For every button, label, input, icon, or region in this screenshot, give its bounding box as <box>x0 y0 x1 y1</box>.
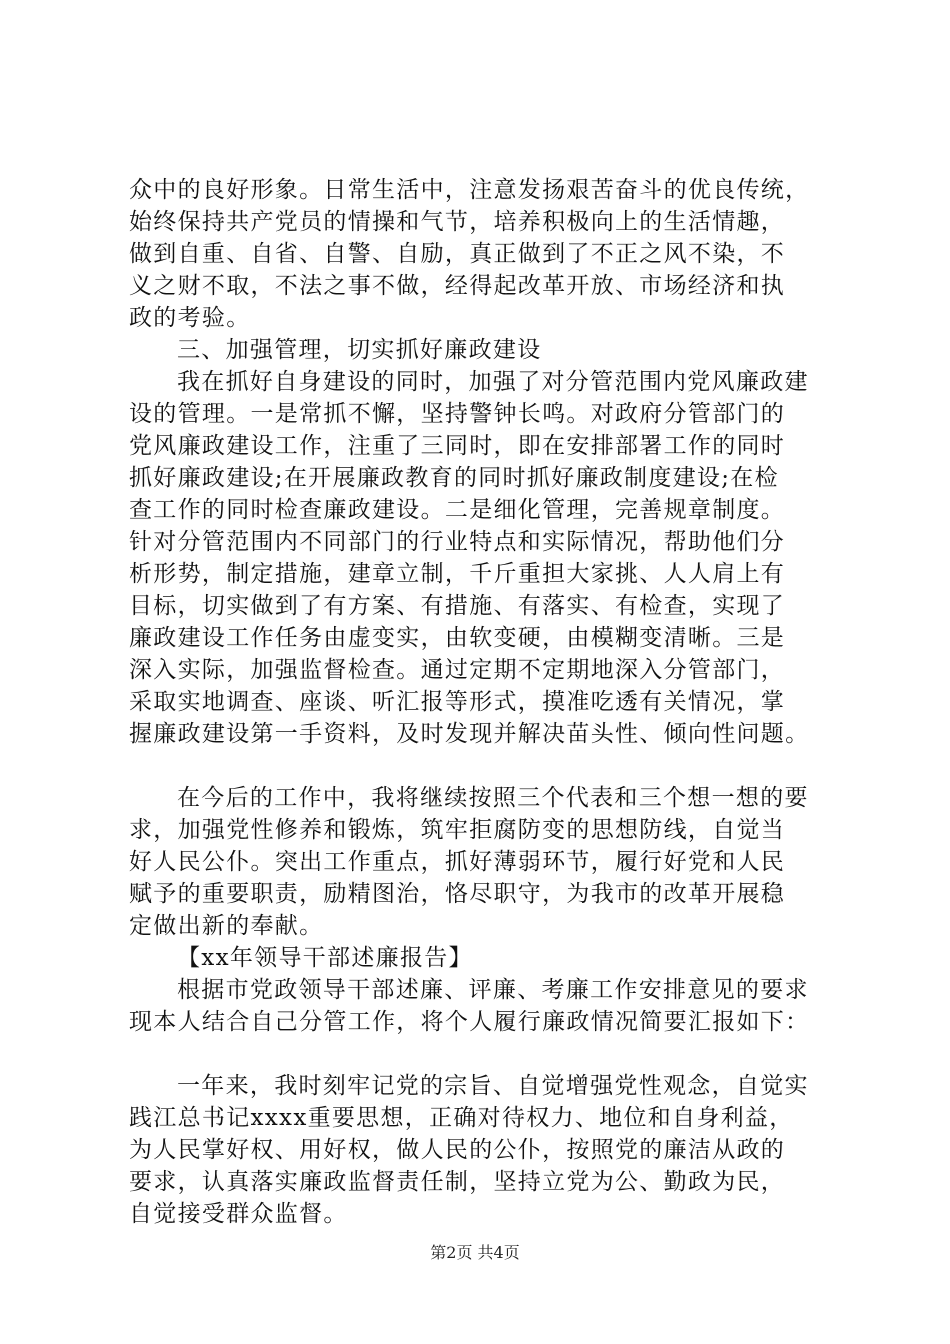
text-line: 我在抓好自身建设的同时，加强了对分管范围内党风廉政建 <box>177 369 809 395</box>
text-line: 廉政建设工作任务由虚变实，由软变硬，由模糊变清晰。三是 <box>129 625 786 651</box>
paragraph-gap <box>129 1038 841 1070</box>
text-line: 践江总书记xxxx重要思想，正确对待权力、地位和自身利益， <box>129 1105 794 1131</box>
text-line: 采取实地调查、座谈、听汇报等形式，摸准吃透有关情况，掌 <box>129 689 786 715</box>
text-line: 始终保持共产党员的情操和气节，培养积极向上的生活情趣， <box>129 209 786 235</box>
document-body <box>129 174 841 1230</box>
text-line: 求，加强党性修养和锻炼，筑牢拒腐防变的思想防线，自觉当 <box>129 817 786 843</box>
text-line: 抓好廉政建设;在开展廉政教育的同时抓好廉政制度建设;在检 <box>129 465 779 491</box>
text-line: 目标，切实做到了有方案、有措施、有落实、有检查，实现了 <box>129 593 786 619</box>
text-line: 握廉政建设第一手资料，及时发现并解决苗头性、倾向性问题。 <box>129 721 810 747</box>
text-line: 赋予的重要职责，励精图治，恪尽职守，为我市的改革开展稳 <box>129 881 786 907</box>
section-heading: 三、加强管理，切实抓好廉政建设 <box>177 337 542 363</box>
text-line: 为人民掌好权、用好权，做人民的公仆，按照党的廉洁从政的 <box>129 1137 786 1163</box>
text-line: 自觉接受群众监督。 <box>129 1201 348 1227</box>
text-line: 设的管理。一是常抓不懈，坚持警钟长鸣。对政府分管部门的 <box>129 401 786 427</box>
paragraph-gap <box>129 750 841 782</box>
text-line: 在今后的工作中，我将继续按照三个代表和三个想一想的要 <box>177 785 809 811</box>
text-line: 查工作的同时检查廉政建设。二是细化管理，完善规章制度。 <box>129 497 786 523</box>
report-title: 【xx年领导干部述廉报告】 <box>177 945 473 971</box>
text-line: 一年来，我时刻牢记党的宗旨、自觉增强党性观念，自觉实 <box>177 1073 809 1099</box>
text-line: 深入实际，加强监督检查。通过定期不定期地深入分管部门， <box>129 657 786 683</box>
page-number: 第2页 共4页 <box>430 1243 520 1262</box>
text-line: 众中的良好形象。日常生活中，注意发扬艰苦奋斗的优良传统， <box>129 177 810 203</box>
text-line: 党风廉政建设工作，注重了三同时，即在安排部署工作的同时 <box>129 433 786 459</box>
text-line: 针对分管范围内不同部门的行业特点和实际情况，帮助他们分 <box>129 529 786 555</box>
text-line: 做到自重、自省、自警、自励，真正做到了不正之风不染，不 <box>129 241 786 267</box>
text-line: 定做出新的奉献。 <box>129 913 324 939</box>
text-line: 根据市党政领导干部述廉、评廉、考廉工作安排意见的要求 <box>177 977 809 1003</box>
text-line: 析形势，制定措施，建章立制，千斤重担大家挑、人人肩上有 <box>129 561 786 587</box>
text-line: 义之财不取，不法之事不做，经得起改革开放、市场经济和执 <box>129 273 786 299</box>
text-line: 要求，认真落实廉政监督责任制，坚持立党为公、勤政为民， <box>129 1169 786 1195</box>
text-line: 现本人结合自己分管工作，将个人履行廉政情况简要汇报如下： <box>129 1009 810 1035</box>
text-line: 好人民公仆。突出工作重点，抓好薄弱环节，履行好党和人民 <box>129 849 786 875</box>
text-line: 政的考验。 <box>129 305 251 331</box>
